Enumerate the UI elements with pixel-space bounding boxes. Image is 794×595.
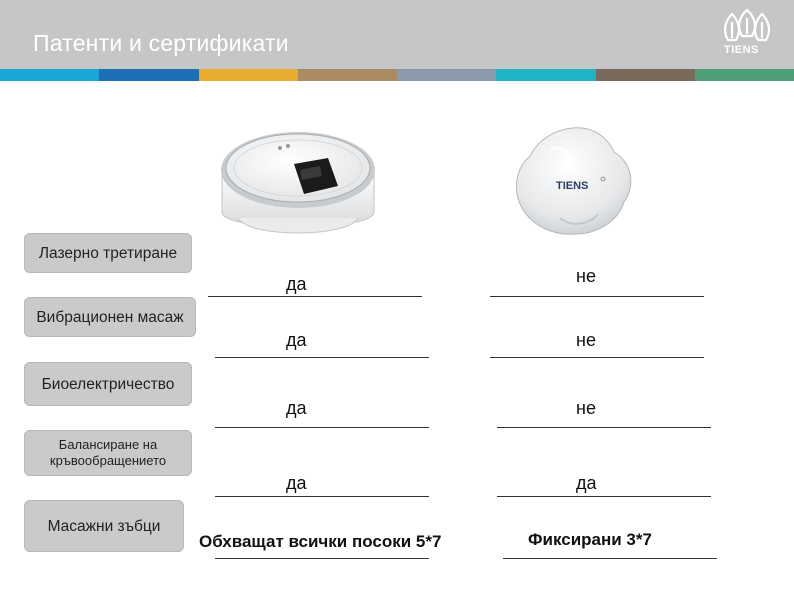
laser-massager-device-image [208, 120, 388, 250]
stripe-segment [0, 69, 99, 81]
slide-header [0, 0, 794, 69]
right-value-laser: не [576, 266, 596, 286]
slide-title: Патенти и сертификати [33, 30, 289, 56]
divider-line [497, 496, 711, 497]
feature-label-text: Масажни зъбци [47, 517, 161, 535]
divider-line [215, 496, 429, 497]
divider-line [215, 357, 429, 358]
divider-line [503, 558, 717, 559]
divider-line [497, 427, 711, 428]
feature-label-text: Балансиране на кръвообращението [49, 437, 167, 468]
right-value-circulation: да [576, 473, 597, 493]
divider-line [490, 296, 704, 297]
stripe-segment [596, 69, 695, 81]
feature-label-laser [24, 233, 192, 273]
feature-label-text: Лазерно третиране [38, 244, 178, 262]
left-value-bioelectric: да [286, 398, 307, 418]
feature-label-circulation [24, 430, 192, 476]
right-value-bioelectric: не [576, 398, 596, 418]
feature-label-vibration [24, 297, 196, 337]
divider-line [215, 427, 429, 428]
stripe-segment [397, 69, 496, 81]
stripe-segment [199, 69, 298, 81]
stripe-segment [695, 69, 794, 81]
feature-label-text: Биоелектричество [41, 375, 175, 393]
stripe-segment [496, 69, 595, 81]
divider-line [215, 558, 429, 559]
divider-line [490, 357, 704, 358]
right-value-massage-teeth: Фиксирани 3*7 [528, 530, 652, 549]
left-value-massage-teeth: Обхващат всички посоки 5*7 [199, 532, 442, 551]
feature-label-bioelectric [24, 362, 192, 406]
divider-line [208, 296, 422, 297]
stripe-segment [99, 69, 198, 81]
left-value-vibration: да [286, 330, 307, 350]
feature-label-massage-teeth [24, 500, 184, 552]
left-value-circulation: да [286, 473, 307, 493]
device-brand-label: TIENS [556, 180, 589, 192]
color-stripe [0, 69, 794, 81]
tiens-massager-device-image [510, 122, 640, 242]
stripe-segment [298, 69, 397, 81]
feature-label-text: Вибрационен масаж [36, 308, 184, 326]
logo-wordmark: TIENS [724, 44, 759, 56]
left-value-laser: да [286, 274, 307, 294]
right-value-vibration: не [576, 330, 596, 350]
